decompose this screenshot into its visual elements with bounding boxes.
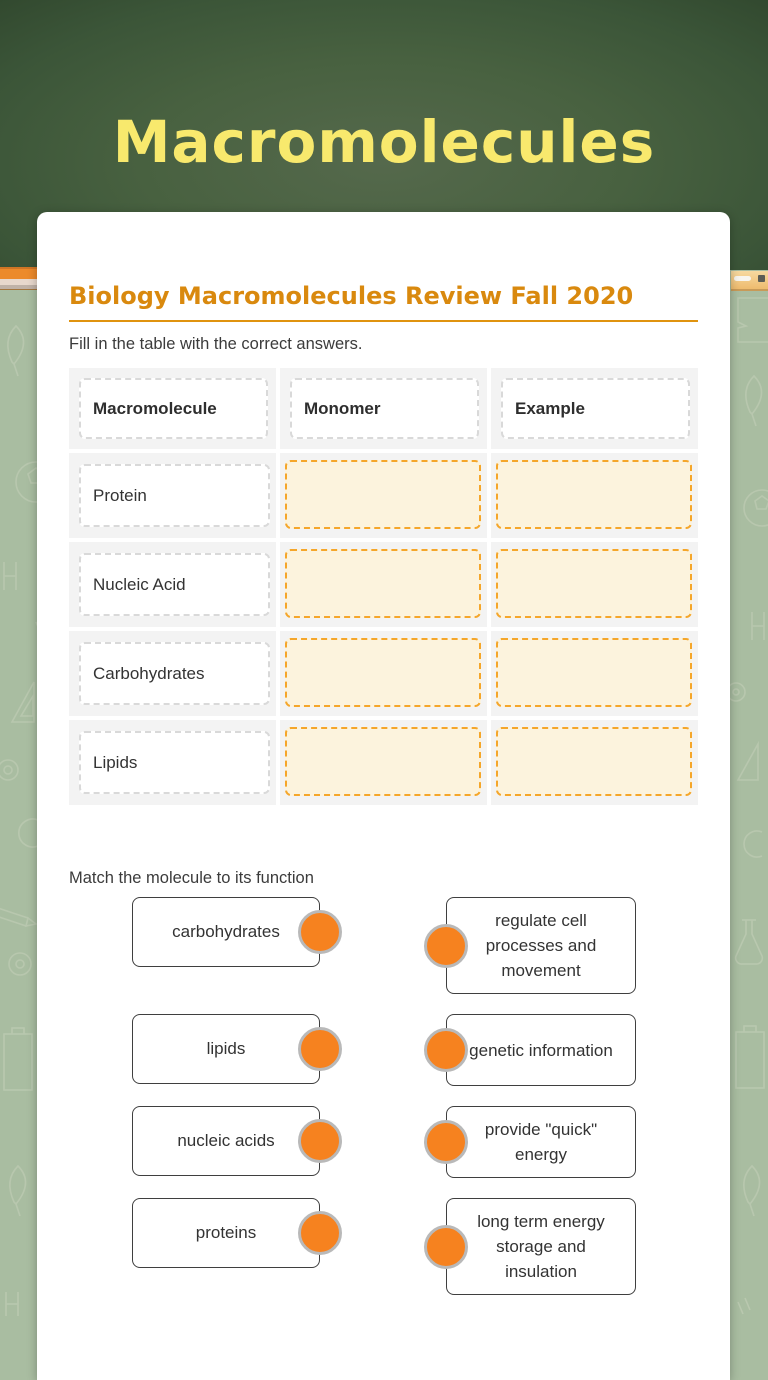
match-function-label: regulate cell processes and movement xyxy=(485,911,597,980)
match-instruction: Match the molecule to its function xyxy=(69,869,314,887)
table-row-label-cell xyxy=(69,453,276,538)
table-row-label-cell xyxy=(69,631,276,716)
matching-exercise xyxy=(69,897,698,1295)
match-function-label: provide "quick" energy xyxy=(484,1120,598,1164)
match-term-carbohydrates[interactable] xyxy=(132,897,320,967)
table-header-cell xyxy=(280,368,487,449)
table-answer-cell xyxy=(491,720,698,805)
doodle-pattern-left xyxy=(0,292,40,1380)
doodle-icons-right xyxy=(728,292,768,1380)
match-term-label: nucleic acids xyxy=(177,1131,275,1150)
tray-layer-shadow xyxy=(0,285,37,290)
tray-layer-orange xyxy=(0,267,37,279)
match-row xyxy=(69,1014,698,1086)
match-function-long-term-energy[interactable] xyxy=(446,1198,636,1295)
match-connector-dot[interactable] xyxy=(424,924,468,968)
row-label-protein: Protein xyxy=(79,464,270,527)
table-header-cell xyxy=(69,368,276,449)
doodle-pattern-right xyxy=(728,292,768,1380)
table-answer-cell xyxy=(280,631,487,716)
worksheet-card xyxy=(37,212,730,1380)
match-term-label: carbohydrates xyxy=(172,922,280,941)
answer-dropzone-protein-example[interactable] xyxy=(496,460,692,529)
table-row-label-cell xyxy=(69,542,276,627)
answer-dropzone-carbohydrates-monomer[interactable] xyxy=(285,638,481,707)
match-connector-dot[interactable] xyxy=(298,910,342,954)
table-answer-cell xyxy=(491,542,698,627)
heading-divider xyxy=(69,320,698,322)
table-header-box-macromolecule: Macromolecule xyxy=(79,378,268,439)
match-term-proteins[interactable] xyxy=(132,1198,320,1268)
answer-dropzone-protein-monomer[interactable] xyxy=(285,460,481,529)
table-row-label-cell xyxy=(69,720,276,805)
match-connector-dot[interactable] xyxy=(298,1211,342,1255)
answer-dropzone-lipids-example[interactable] xyxy=(496,727,692,796)
row-label-carbohydrates: Carbohydrates xyxy=(79,642,270,705)
answer-dropzone-carbohydrates-example[interactable] xyxy=(496,638,692,707)
match-row xyxy=(69,1198,698,1295)
match-row xyxy=(69,897,698,994)
chalk-piece-icon xyxy=(734,276,751,281)
macromolecule-table xyxy=(69,368,698,805)
table-answer-cell xyxy=(280,542,487,627)
answer-dropzone-nucleic-acid-example[interactable] xyxy=(496,549,692,618)
chalk-tray-right xyxy=(731,271,768,291)
match-function-label: genetic information xyxy=(469,1040,613,1060)
match-term-label: proteins xyxy=(195,1223,257,1242)
answer-dropzone-lipids-monomer[interactable] xyxy=(285,727,481,796)
match-function-quick-energy[interactable] xyxy=(446,1106,636,1178)
match-function-regulate-cell[interactable] xyxy=(446,897,636,994)
match-term-nucleic-acids[interactable] xyxy=(132,1106,320,1176)
match-connector-dot[interactable] xyxy=(298,1027,342,1071)
match-function-label: long term energy storage and insulation xyxy=(477,1212,605,1281)
row-label-nucleic-acid: Nucleic Acid xyxy=(79,553,270,616)
match-row xyxy=(69,1106,698,1178)
table-instruction: Fill in the table with the correct answers. xyxy=(69,335,363,353)
match-connector-dot[interactable] xyxy=(424,1028,468,1072)
table-header-box-monomer: Monomer xyxy=(290,378,479,439)
match-term-label: lipids xyxy=(206,1039,246,1058)
table-header-cell xyxy=(491,368,698,449)
table-answer-cell xyxy=(280,720,487,805)
match-connector-dot[interactable] xyxy=(424,1225,468,1269)
board-title: Macromolecules xyxy=(112,108,656,176)
doodle-icons-left xyxy=(0,292,40,1380)
match-function-genetic-information[interactable] xyxy=(446,1014,636,1086)
row-label-lipids: Lipids xyxy=(79,731,270,794)
match-connector-dot[interactable] xyxy=(424,1120,468,1164)
table-answer-cell xyxy=(280,453,487,538)
answer-dropzone-nucleic-acid-monomer[interactable] xyxy=(285,549,481,618)
table-answer-cell xyxy=(491,631,698,716)
chalk-tray-left xyxy=(0,267,37,292)
table-header-box-example: Example xyxy=(501,378,690,439)
eraser-piece-icon xyxy=(758,275,765,282)
worksheet-heading: Biology Macromolecules Review Fall 2020 xyxy=(69,282,634,310)
table-answer-cell xyxy=(491,453,698,538)
match-term-lipids[interactable] xyxy=(132,1014,320,1084)
match-connector-dot[interactable] xyxy=(298,1119,342,1163)
